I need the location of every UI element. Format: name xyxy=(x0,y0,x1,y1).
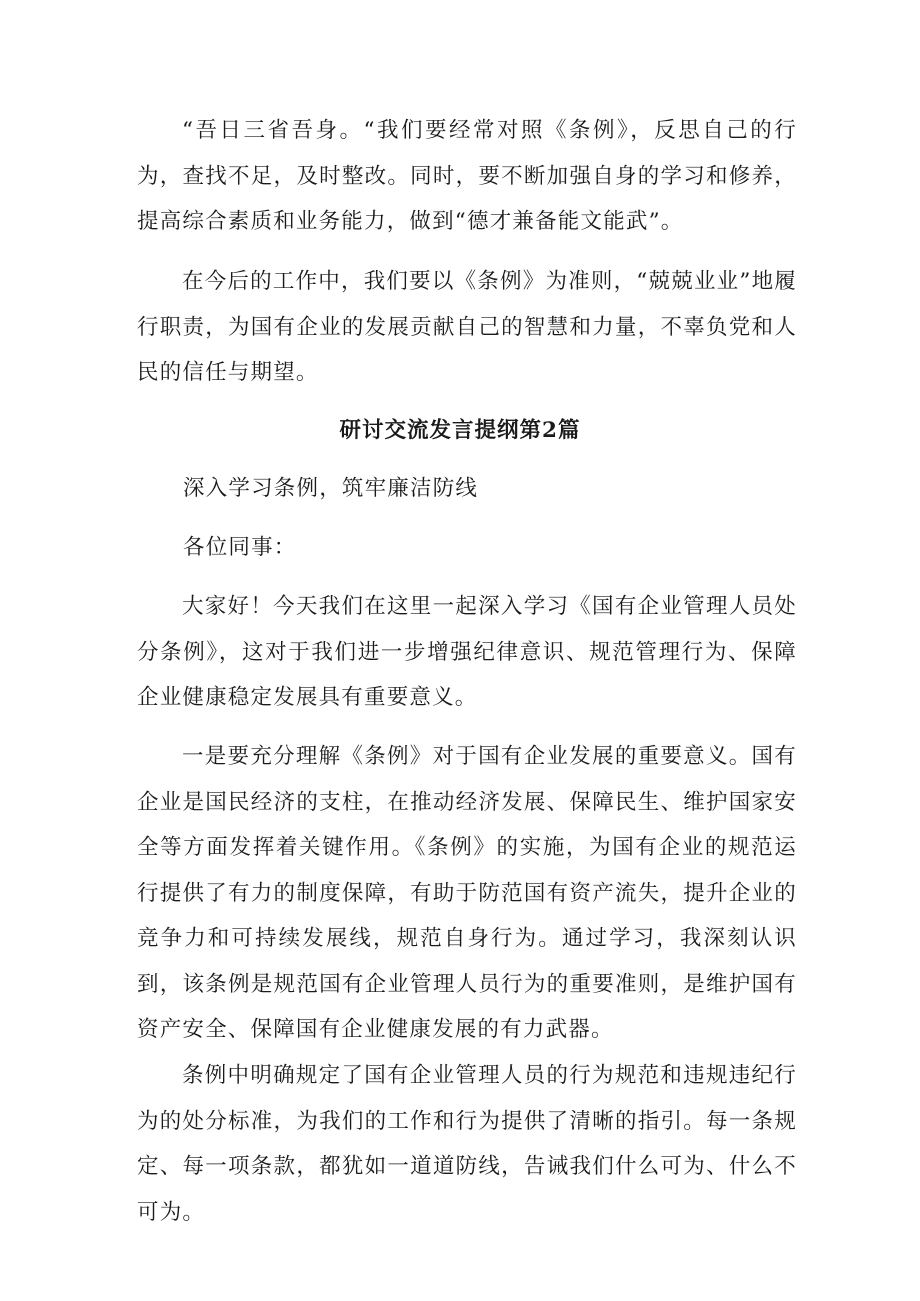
paragraph-self-reflection: “吾日三省吾身。“我们要经常对照《条例》，反思自己的行为，查找不足，及时整改。同时，要不断加强自身的学习和修养，提高综合素质和业务能力，做到“德才兼备能文能武”。 xyxy=(137,118,797,234)
paragraph-greeting: 大家好！今天我们在这里一起深入学习《国有企业管理人员处分条例》，这对于我们进一步增强纪律意识、规范管理行为、保障企业健康稳定发展具有重要意义。 xyxy=(137,594,797,710)
paragraph-regulations: 条例中明确规定了国有企业管理人员的行为规范和违规违纪行为的处分标准，为我们的工作和行为提供了清晰的指引。每一条规定、每一项条款，都犹如一道道防线，告诫我们什么可为、什么不可为。 xyxy=(137,1063,797,1225)
section-title: 研讨交流发言提纲第2篇 xyxy=(339,418,581,443)
salutation: 各位同事： xyxy=(183,535,297,560)
speech-subtitle: 深入学习条例，筑牢廉洁防线 xyxy=(183,476,479,501)
paragraph-point-one: 一是要充分理解《条例》对于国有企业发展的重要意义。国有企业是国民经济的支柱，在推动经济发展、保障民生、维护国家安全等方面发挥着关键作用。《条例》的实施，为国有企业的规范运行提供了有力的制度保障，有助于防范国有资产流失，提升企业的竞争力和可持续发展线，规范自身行为。通过学习，我深刻认识到，该条例是规范国有企业管理人员行为的重要准则，是维护国有资产安全、保障国有企业健康发展的有力武器。 xyxy=(137,744,797,1042)
paragraph-future-work: 在今后的工作中，我们要以《条例》为准则，“兢兢业业”地履行职责，为国有企业的发展贡献自己的智慧和力量，不辜负党和人民的信任与期望。 xyxy=(137,269,797,385)
